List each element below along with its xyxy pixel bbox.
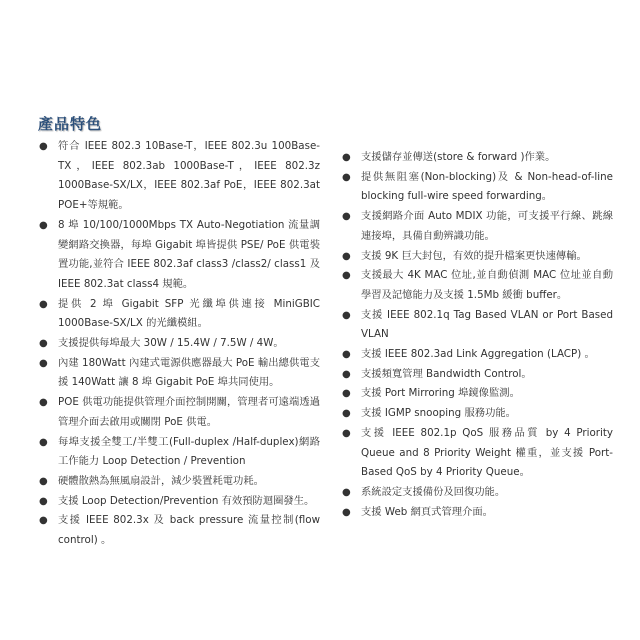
bullet-icon: ●: [39, 495, 48, 507]
feature-item: [341, 404, 613, 424]
feature-text: 每埠支援全雙工/半雙工(Full-duplex /Half-duplex)網路工作能力 Loop Detection / Prevention: [58, 435, 320, 468]
feature-text: 支援最大 4K MAC 位址,並自動偵測 MAC 位址並自動學習及記憶能力及支援 1.5Mb 緩衝 buffer。: [361, 269, 613, 301]
bullet-icon: ●: [342, 388, 351, 400]
feature-item: [341, 483, 613, 503]
bullet-icon: ●: [342, 211, 351, 223]
feature-text: 支援 Loop Detection/Prevention 有效預防迴圈發生。: [58, 494, 315, 507]
feature-item: [38, 137, 320, 216]
bullet-icon: ●: [39, 338, 48, 350]
feature-item: [38, 295, 320, 334]
bullet-icon: ●: [39, 298, 48, 310]
feature-text: 硬體散熱為無風扇設計，減少裝置耗電功耗。: [58, 474, 264, 487]
feature-list-left: [38, 137, 320, 551]
feature-item: [341, 148, 613, 168]
feature-text: 支援 Web 網頁式管理介面。: [361, 505, 493, 518]
feature-text: 支援 9K 巨大封包，有效的提升檔案更快速傳輸。: [361, 249, 587, 262]
feature-item: [38, 334, 320, 354]
feature-item: [341, 207, 613, 246]
bullet-icon: ●: [39, 436, 48, 448]
feature-text: 內建 180Watt 內建式電源供應器最大 PoE 輸出總供電支援 140Watt 讓 8 埠 Gigabit PoE 埠共同使用。: [58, 356, 320, 389]
bullet-icon: ●: [39, 219, 48, 231]
feature-text: 支援網路介面 Auto MDIX 功能，可支援平行線、跳線連接埠，具備自動辨識功能。: [361, 210, 613, 242]
feature-text: 支援提供每埠最大 30W / 15.4W / 7.5W / 4W。: [58, 337, 284, 350]
feature-text: 支援儲存並傳送(store & forward )作業。: [361, 151, 556, 163]
bullet-icon: ●: [342, 171, 351, 183]
bullet-icon: ●: [342, 368, 351, 380]
feature-text: 8 埠 10/100/1000Mbps TX Auto-Negotiation 流量調變網路交換器，每埠 Gigabit 埠皆提供 PSE/ PoE 供電裝置功能,並符合 IEEE 802.3af class3 /class2/ class1 及 IEEE 802.3at class4 規範。: [58, 218, 320, 290]
feature-item: [341, 424, 613, 483]
feature-text: 提供無阻塞(Non-blocking)及 & Non-head-of-line blocking full-wire speed forwarding。: [361, 170, 613, 203]
feature-item: [38, 511, 320, 550]
feature-text: 提供 2 埠 Gigabit SFP 光纖埠供連接 MiniGBIC 1000Base-SX/LX 的光纖模組。: [58, 297, 320, 330]
feature-text: 支援 IEEE 802.3ad Link Aggregation (LACP) 。: [361, 348, 595, 361]
feature-text: 支援 Port Mirroring 埠鏡像監測。: [361, 387, 520, 400]
feature-item: [341, 345, 613, 365]
bullet-icon: ●: [342, 250, 351, 262]
feature-item: [38, 393, 320, 432]
feature-item: [38, 354, 320, 393]
bullet-icon: ●: [342, 152, 351, 163]
feature-item: [341, 306, 613, 345]
feature-text: 符合 IEEE 802.3 10Base-T，IEEE 802.3u 100Base-TX，IEEE 802.3ab 1000Base-T，IEEE 802.3z 1000Base-SX/LX，IEEE 802.3af PoE，IEEE 802.3at POE+等規範。: [58, 140, 320, 212]
bullet-icon: ●: [39, 515, 48, 527]
bullet-icon: ●: [342, 309, 351, 321]
feature-text: 支援 IEEE 802.1q Tag Based VLAN or Port Based VLAN: [361, 308, 613, 341]
feature-text: 支援 IEEE 802.3x 及 back pressure 流量控制(flow control) 。: [58, 514, 320, 547]
feature-item: [38, 472, 320, 492]
feature-item: [341, 503, 613, 523]
bullet-icon: ●: [342, 349, 351, 361]
feature-text: 支援頻寬管理 Bandwidth Control。: [361, 367, 532, 380]
feature-text: 支援 IGMP snooping 服務功能。: [361, 407, 516, 420]
bullet-icon: ●: [342, 486, 351, 498]
bullet-icon: ●: [342, 270, 351, 282]
feature-item: [38, 492, 320, 512]
feature-item: [341, 266, 613, 305]
feature-text: POE 供電功能提供管理介面控制開關，管理者可遠端透過管理介面去啟用或關閉 PoE 供電。: [58, 396, 320, 428]
bullet-icon: ●: [39, 141, 48, 152]
bullet-icon: ●: [39, 357, 48, 369]
feature-item: [341, 365, 613, 385]
bullet-icon: ●: [342, 506, 351, 518]
feature-text: 支援 IEEE 802.1p QoS 服務品質 by 4 Priority Queue and 8 Priority Weight 權重，並支援 Port- Based QoS by 4 Priority Queue。: [361, 426, 613, 479]
bullet-icon: ●: [39, 397, 48, 409]
feature-item: [38, 216, 320, 295]
feature-item: [341, 384, 613, 404]
bullet-icon: ●: [342, 408, 351, 420]
bullet-icon: ●: [342, 427, 351, 439]
section-title: 產品特色: [38, 115, 103, 133]
feature-list-right: [341, 148, 613, 522]
feature-item: [341, 168, 613, 207]
bullet-icon: ●: [39, 475, 48, 487]
feature-text: 系統設定支援備份及回復功能。: [361, 485, 506, 498]
feature-item: [341, 247, 613, 267]
feature-item: [38, 433, 320, 472]
